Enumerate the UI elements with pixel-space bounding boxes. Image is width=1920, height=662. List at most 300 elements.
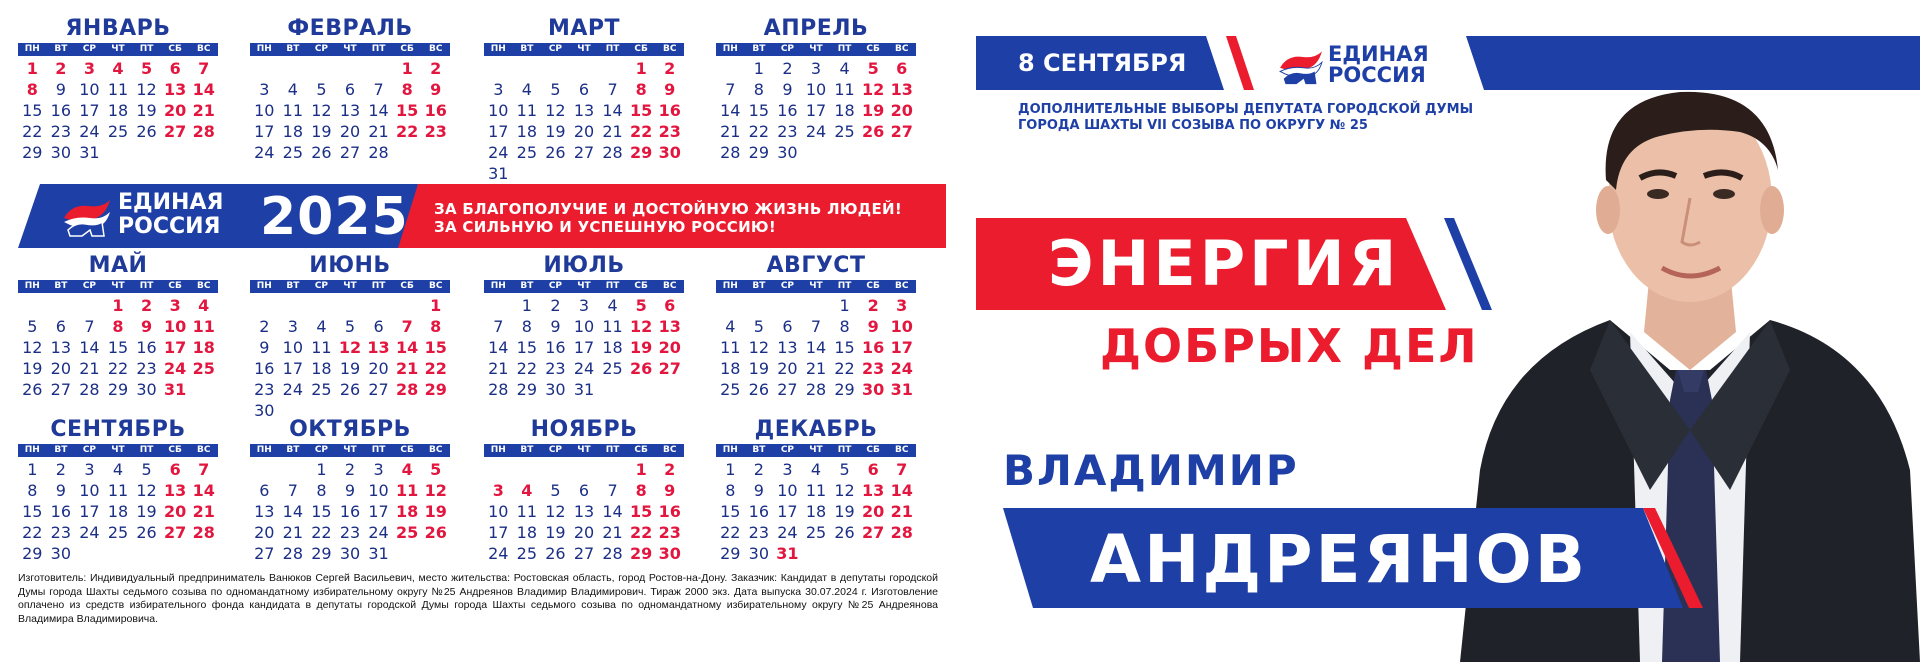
- weekday-label: ПН: [256, 281, 272, 291]
- day-cell: 20: [50, 359, 72, 378]
- day-cell: 1: [26, 59, 38, 78]
- day-cell: 10: [79, 80, 100, 99]
- day-grid: [250, 295, 450, 421]
- empty-day-cell: [598, 459, 627, 480]
- day-cell: 21: [488, 359, 509, 378]
- day-cell: 29: [720, 544, 741, 563]
- day-cell: 11: [107, 80, 129, 99]
- weekday-label: СР: [548, 281, 563, 291]
- weekday-label: ВТ: [752, 445, 766, 455]
- day-cell: 14: [192, 481, 215, 500]
- day-cell: 10: [282, 338, 304, 357]
- day-cell: 10: [777, 481, 798, 500]
- party-bear-logo-icon: [62, 194, 112, 238]
- weekday-label: ЧТ: [577, 445, 591, 455]
- day-cell: 28: [396, 380, 419, 399]
- day-cell: 12: [630, 317, 653, 336]
- day-cell: 8: [521, 317, 532, 336]
- empty-day-cell: [307, 58, 336, 79]
- day-cell: 1: [635, 59, 647, 78]
- day-cell: 14: [805, 338, 827, 357]
- day-cell: 2: [344, 460, 356, 479]
- day-cell: 12: [862, 80, 885, 99]
- day-cell: 18: [311, 359, 332, 378]
- empty-day-cell: [18, 295, 47, 316]
- empty-day-cell: [513, 459, 542, 480]
- day-cell: 7: [287, 481, 298, 500]
- weekday-label: СР: [82, 445, 97, 455]
- day-cell: 23: [50, 523, 72, 542]
- weekday-label: ВТ: [752, 281, 766, 291]
- weekday-label: СР: [314, 281, 329, 291]
- weekday-label: СБ: [168, 445, 182, 455]
- day-cell: 8: [430, 317, 442, 336]
- day-cell: 10: [79, 481, 100, 500]
- day-cell: 6: [782, 317, 793, 336]
- day-cell: 4: [401, 460, 413, 479]
- day-grid: [716, 58, 916, 163]
- day-cell: 13: [862, 481, 885, 500]
- day-cell: 22: [720, 523, 741, 542]
- day-cell: 16: [254, 359, 275, 378]
- weekday-label: ЧТ: [809, 281, 823, 291]
- day-cell: 21: [192, 502, 215, 521]
- weekday-label: ПН: [24, 44, 40, 54]
- day-cell: 9: [867, 317, 879, 336]
- day-cell: 3: [493, 80, 504, 99]
- day-cell: 4: [112, 460, 124, 479]
- day-cell: 3: [287, 317, 298, 336]
- day-cell: 5: [316, 80, 327, 99]
- day-cell: 28: [488, 380, 509, 399]
- day-cell: 5: [344, 317, 356, 336]
- day-cell: 8: [401, 80, 413, 99]
- day-cell: 21: [720, 122, 741, 141]
- day-cell: 5: [140, 59, 153, 78]
- day-cell: 21: [368, 122, 389, 141]
- day-cell: 20: [862, 502, 885, 521]
- day-cell: 15: [834, 338, 855, 357]
- weekday-label: ВТ: [286, 445, 300, 455]
- day-cell: 10: [488, 502, 509, 521]
- weekday-label: ПТ: [605, 44, 620, 54]
- empty-day-cell: [716, 295, 745, 316]
- day-cell: 1: [725, 460, 736, 479]
- day-cell: 19: [311, 122, 332, 141]
- weekday-label: СР: [82, 44, 97, 54]
- day-cell: 18: [107, 502, 129, 521]
- day-grid: [484, 295, 684, 400]
- empty-day-cell: [745, 295, 774, 316]
- day-cell: 28: [192, 122, 215, 141]
- day-cell: 10: [254, 101, 275, 120]
- day-cell: 29: [107, 380, 129, 399]
- empty-day-cell: [570, 58, 599, 79]
- day-cell: 2: [664, 59, 676, 78]
- day-cell: 21: [602, 122, 623, 141]
- weekday-label: ВС: [662, 281, 677, 291]
- day-cell: 4: [607, 296, 618, 315]
- day-cell: 29: [748, 143, 770, 162]
- day-cell: 26: [834, 523, 855, 542]
- weekday-label: ПТ: [837, 44, 852, 54]
- empty-day-cell: [250, 58, 279, 79]
- empty-day-cell: [484, 459, 513, 480]
- day-cell: 24: [368, 523, 389, 542]
- day-cell: 27: [658, 359, 681, 378]
- day-grid: [250, 459, 450, 564]
- day-cell: 2: [867, 296, 879, 315]
- slogan-line2: ЗА СИЛЬНУЮ И УСПЕШНУЮ РОССИЮ!: [434, 218, 776, 236]
- day-cell: 24: [79, 122, 100, 141]
- weekday-header: [484, 43, 684, 56]
- day-cell: 30: [545, 380, 566, 399]
- weekday-label: ВТ: [54, 445, 68, 455]
- day-cell: 19: [545, 523, 566, 542]
- day-cell: 23: [545, 359, 566, 378]
- day-cell: 12: [545, 502, 566, 521]
- day-cell: 9: [259, 338, 270, 357]
- day-cell: 11: [805, 481, 827, 500]
- calendar-april: [716, 17, 916, 163]
- weekday-header: [18, 444, 218, 457]
- day-cell: 23: [339, 523, 361, 542]
- day-cell: 11: [192, 317, 215, 336]
- weekday-label: СБ: [634, 281, 648, 291]
- day-cell: 19: [339, 359, 361, 378]
- day-cell: 14: [602, 502, 623, 521]
- day-cell: 24: [890, 359, 913, 378]
- day-cell: 4: [287, 80, 298, 99]
- empty-day-cell: [279, 58, 308, 79]
- day-cell: 26: [136, 523, 157, 542]
- weekday-label: ЧТ: [809, 445, 823, 455]
- day-cell: 12: [545, 101, 566, 120]
- day-cell: 23: [862, 359, 885, 378]
- day-cell: 18: [396, 502, 419, 521]
- weekday-label: ПН: [24, 281, 40, 291]
- empty-day-cell: [393, 295, 422, 316]
- day-cell: 11: [602, 317, 623, 336]
- day-cell: 30: [50, 544, 72, 563]
- weekday-label: СР: [780, 44, 795, 54]
- day-cell: 6: [664, 296, 676, 315]
- day-cell: 14: [368, 101, 389, 120]
- day-cell: 7: [493, 317, 504, 336]
- day-cell: 7: [84, 317, 95, 336]
- calendar-november: [484, 418, 684, 564]
- calendar-july: [484, 254, 684, 400]
- day-cell: 21: [890, 502, 913, 521]
- day-cell: 19: [545, 122, 566, 141]
- day-cell: 3: [169, 296, 181, 315]
- day-cell: 19: [748, 359, 770, 378]
- day-cell: 26: [545, 544, 566, 563]
- month-title: АПРЕЛЬ: [763, 16, 869, 41]
- day-cell: 1: [430, 296, 442, 315]
- weekday-label: СБ: [634, 445, 648, 455]
- day-cell: 14: [890, 481, 913, 500]
- weekday-label: ВТ: [54, 281, 68, 291]
- day-cell: 4: [316, 317, 327, 336]
- weekday-header: [18, 280, 218, 293]
- empty-day-cell: [570, 459, 599, 480]
- day-cell: 11: [282, 101, 304, 120]
- day-cell: 3: [896, 296, 908, 315]
- day-cell: 30: [748, 544, 770, 563]
- day-cell: 20: [573, 523, 595, 542]
- day-cell: 28: [192, 523, 215, 542]
- day-grid: [18, 295, 218, 400]
- day-cell: 8: [27, 481, 38, 500]
- election-description: [1018, 102, 1478, 134]
- day-cell: 10: [890, 317, 913, 336]
- day-cell: 13: [573, 502, 595, 521]
- day-cell: 20: [573, 122, 595, 141]
- weekday-label: ПН: [256, 44, 272, 54]
- day-cell: 16: [50, 502, 72, 521]
- day-cell: 9: [664, 481, 676, 500]
- day-cell: 7: [607, 481, 618, 500]
- day-cell: 16: [777, 101, 798, 120]
- weekday-label: СБ: [168, 44, 182, 54]
- day-cell: 23: [136, 359, 157, 378]
- day-cell: 3: [782, 460, 793, 479]
- day-cell: 30: [136, 380, 157, 399]
- day-cell: 17: [488, 523, 509, 542]
- day-cell: 30: [862, 380, 885, 399]
- day-cell: 23: [658, 523, 681, 542]
- calendar-september: [18, 418, 218, 564]
- day-cell: 7: [725, 80, 736, 99]
- day-cell: 10: [164, 317, 187, 336]
- calendar-august: [716, 254, 916, 400]
- weekday-header: [484, 280, 684, 293]
- day-cell: 6: [169, 460, 181, 479]
- weekday-label: СБ: [400, 281, 414, 291]
- day-cell: 15: [107, 338, 129, 357]
- day-cell: 25: [516, 544, 538, 563]
- day-cell: 4: [839, 59, 850, 78]
- weekday-label: СР: [780, 281, 795, 291]
- day-cell: 9: [430, 80, 442, 99]
- weekday-label: СР: [314, 445, 329, 455]
- weekday-label: СБ: [634, 44, 648, 54]
- candidate-first-name: ВЛАДИМИР: [1003, 446, 1299, 495]
- weekday-label: ПН: [722, 281, 738, 291]
- day-cell: 27: [254, 544, 275, 563]
- day-cell: 13: [164, 481, 187, 500]
- day-cell: 18: [192, 338, 215, 357]
- day-cell: 19: [424, 502, 447, 521]
- day-cell: 19: [136, 101, 157, 120]
- day-cell: 29: [22, 544, 43, 563]
- weekday-label: ВС: [428, 44, 443, 54]
- day-cell: 25: [805, 523, 827, 542]
- day-cell: 24: [777, 523, 798, 542]
- day-cell: 26: [22, 380, 43, 399]
- day-cell: 31: [776, 544, 799, 563]
- day-cell: 4: [112, 59, 124, 78]
- day-cell: 22: [630, 523, 653, 542]
- day-cell: 2: [782, 59, 793, 78]
- day-cell: 11: [396, 481, 419, 500]
- day-cell: 17: [805, 101, 827, 120]
- day-cell: 17: [79, 502, 100, 521]
- day-cell: 22: [516, 359, 538, 378]
- weekday-label: ЧТ: [343, 445, 357, 455]
- weekday-label: СР: [780, 445, 795, 455]
- day-cell: 17: [890, 338, 913, 357]
- day-cell: 9: [344, 481, 356, 500]
- day-cell: 20: [254, 523, 275, 542]
- day-cell: 7: [401, 317, 413, 336]
- day-cell: 30: [254, 401, 275, 420]
- day-cell: 6: [578, 481, 590, 500]
- weekday-label: ЧТ: [111, 281, 125, 291]
- calendar-may: [18, 254, 218, 400]
- empty-day-cell: [513, 58, 542, 79]
- election-description-line1: ДОПОЛНИТЕЛЬНЫЕ ВЫБОРЫ ДЕПУТАТА ГОРОДСКОЙ ДУМЫ: [1018, 102, 1474, 117]
- empty-day-cell: [336, 295, 365, 316]
- day-cell: 28: [890, 523, 913, 542]
- day-cell: 17: [573, 338, 595, 357]
- day-grid: [716, 459, 916, 564]
- day-cell: 16: [136, 338, 157, 357]
- day-cell: 18: [107, 101, 129, 120]
- weekday-label: ВТ: [520, 445, 534, 455]
- day-cell: 5: [141, 460, 152, 479]
- day-cell: 22: [22, 523, 43, 542]
- weekday-label: ПН: [722, 44, 738, 54]
- party-name: [118, 191, 223, 239]
- day-cell: 12: [22, 338, 43, 357]
- day-cell: 15: [630, 101, 653, 120]
- day-cell: 31: [890, 380, 913, 399]
- weekday-label: СР: [314, 44, 329, 54]
- year-label: 2025: [260, 187, 409, 247]
- day-cell: 1: [839, 296, 850, 315]
- day-cell: 2: [55, 460, 66, 479]
- day-cell: 29: [311, 544, 332, 563]
- weekday-label: ЧТ: [111, 44, 125, 54]
- empty-day-cell: [802, 295, 831, 316]
- day-cell: 12: [834, 481, 855, 500]
- day-cell: 12: [748, 338, 770, 357]
- day-cell: 10: [488, 101, 509, 120]
- day-cell: 20: [368, 359, 389, 378]
- day-cell: 18: [282, 122, 304, 141]
- day-cell: 9: [664, 80, 676, 99]
- day-cell: 16: [748, 502, 770, 521]
- day-cell: 9: [140, 317, 153, 336]
- weekday-label: СБ: [400, 445, 414, 455]
- empty-day-cell: [541, 58, 570, 79]
- day-cell: 13: [658, 317, 681, 336]
- day-cell: 20: [658, 338, 681, 357]
- day-cell: 8: [635, 481, 647, 500]
- day-cell: 17: [488, 122, 509, 141]
- day-cell: 15: [748, 101, 770, 120]
- day-cell: 27: [50, 380, 72, 399]
- year-banner: [18, 184, 946, 248]
- day-cell: 7: [896, 460, 908, 479]
- day-cell: 2: [140, 296, 153, 315]
- empty-day-cell: [279, 459, 308, 480]
- empty-day-cell: [75, 295, 104, 316]
- weekday-label: ВТ: [520, 44, 534, 54]
- empty-day-cell: [598, 58, 627, 79]
- day-cell: 28: [79, 380, 100, 399]
- day-cell: 24: [254, 143, 275, 162]
- day-cell: 27: [573, 143, 595, 162]
- day-cell: 4: [521, 481, 533, 500]
- month-title: НОЯБРЬ: [530, 417, 638, 442]
- day-cell: 17: [282, 359, 304, 378]
- weekday-label: ВС: [894, 44, 909, 54]
- day-cell: 3: [259, 80, 270, 99]
- day-cell: 15: [720, 502, 741, 521]
- weekday-label: ПТ: [371, 44, 386, 54]
- election-description-line2: ГОРОДА ШАХТЫ VII СОЗЫВА ПО ОКРУГУ № 25: [1018, 118, 1368, 133]
- day-cell: 29: [630, 544, 653, 563]
- day-cell: 14: [488, 338, 509, 357]
- day-cell: 24: [79, 523, 100, 542]
- day-cell: 24: [282, 380, 304, 399]
- day-cell: 16: [658, 101, 681, 120]
- weekday-header: [716, 280, 916, 293]
- day-cell: 22: [748, 122, 770, 141]
- day-cell: 22: [630, 122, 653, 141]
- day-cell: 20: [164, 502, 187, 521]
- day-cell: 13: [890, 80, 913, 99]
- weekday-label: СР: [82, 281, 97, 291]
- party-logo-text: [1328, 44, 1429, 86]
- day-cell: 19: [22, 359, 43, 378]
- day-cell: 23: [658, 122, 681, 141]
- weekday-label: ПТ: [605, 445, 620, 455]
- weekday-label: ЧТ: [343, 44, 357, 54]
- weekday-label: ПН: [490, 44, 506, 54]
- month-title: ОКТЯБРЬ: [289, 417, 411, 442]
- day-cell: 22: [22, 122, 43, 141]
- weekday-header: [716, 43, 916, 56]
- weekday-label: СР: [548, 44, 563, 54]
- calendar-february: [250, 17, 450, 163]
- day-cell: 28: [368, 143, 389, 162]
- day-cell: 25: [311, 380, 332, 399]
- day-cell: 15: [516, 338, 538, 357]
- weekday-label: ЧТ: [577, 44, 591, 54]
- day-cell: 6: [896, 59, 908, 78]
- day-cell: 17: [777, 502, 798, 521]
- weekday-label: ВТ: [286, 281, 300, 291]
- party-bear-logo-icon: [1278, 46, 1324, 86]
- day-cell: 4: [725, 317, 736, 336]
- day-cell: 15: [22, 502, 43, 521]
- day-cell: 9: [55, 80, 66, 99]
- day-cell: 10: [573, 317, 595, 336]
- day-cell: 8: [753, 80, 764, 99]
- day-cell: 24: [573, 359, 595, 378]
- weekday-label: ПТ: [139, 445, 154, 455]
- day-cell: 30: [777, 143, 798, 162]
- day-cell: 17: [368, 502, 389, 521]
- weekday-label: ВС: [428, 281, 443, 291]
- day-cell: 1: [27, 460, 38, 479]
- day-cell: 29: [516, 380, 538, 399]
- day-cell: 2: [664, 460, 676, 479]
